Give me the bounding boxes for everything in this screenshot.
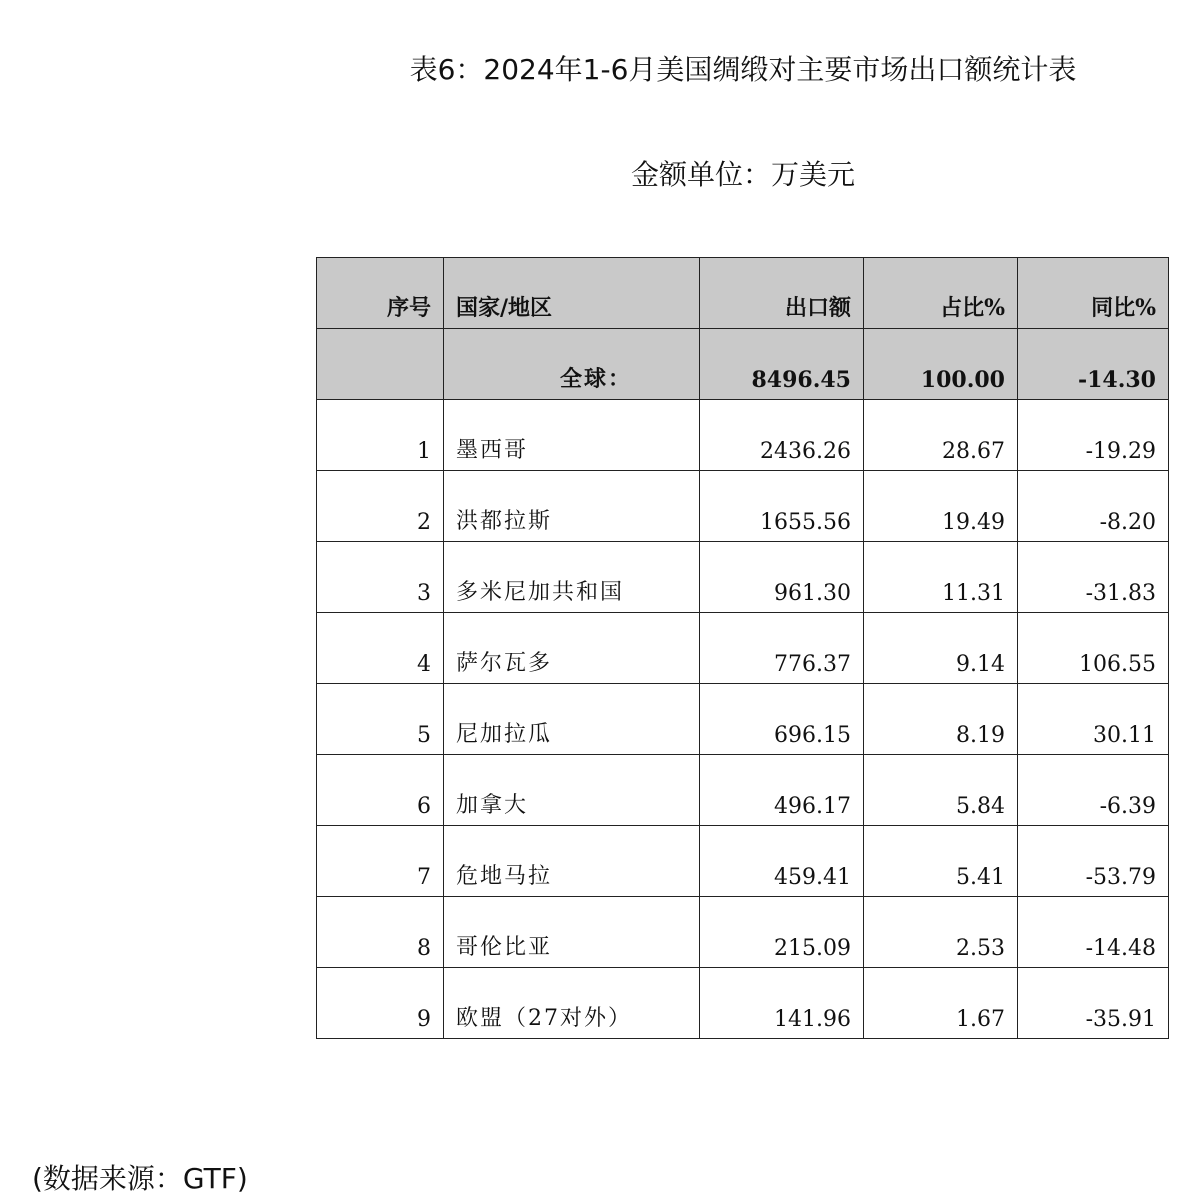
row-share: 8.19 (864, 684, 1018, 755)
row-amount: 2436.26 (700, 400, 864, 471)
table-row (317, 684, 1169, 755)
row-country: 欧盟（27对外） (444, 968, 700, 1039)
row-index: 7 (317, 826, 444, 897)
row-amount: 961.30 (700, 542, 864, 613)
row-share: 11.31 (864, 542, 1018, 613)
row-amount: 459.41 (700, 826, 864, 897)
table-row (317, 826, 1169, 897)
table-row (317, 897, 1169, 968)
row-country: 萨尔瓦多 (444, 613, 700, 684)
row-amount: 696.15 (700, 684, 864, 755)
table-row (317, 755, 1169, 826)
row-yoy: -6.39 (1018, 755, 1169, 826)
table-row (317, 613, 1169, 684)
row-yoy: -35.91 (1018, 968, 1169, 1039)
row-amount: 496.17 (700, 755, 864, 826)
header-row (317, 258, 1169, 329)
row-yoy: -31.83 (1018, 542, 1169, 613)
row-yoy: -19.29 (1018, 400, 1169, 471)
header-index: 序号 (317, 258, 444, 329)
row-amount: 141.96 (700, 968, 864, 1039)
row-share: 5.41 (864, 826, 1018, 897)
export-statistics-table (316, 257, 1169, 1039)
row-share: 2.53 (864, 897, 1018, 968)
header-export-amount: 出口额 (700, 258, 864, 329)
row-country: 多米尼加共和国 (444, 542, 700, 613)
row-yoy: 106.55 (1018, 613, 1169, 684)
row-country: 洪都拉斯 (444, 471, 700, 542)
row-index: 6 (317, 755, 444, 826)
total-yoy: -14.30 (1018, 329, 1169, 400)
table-title: 表6：2024年1-6月美国绸缎对主要市场出口额统计表 (409, 53, 1077, 86)
row-share: 1.67 (864, 968, 1018, 1039)
row-yoy: -53.79 (1018, 826, 1169, 897)
total-index (317, 329, 444, 400)
row-index: 5 (317, 684, 444, 755)
row-index: 2 (317, 471, 444, 542)
row-country: 哥伦比亚 (444, 897, 700, 968)
row-share: 5.84 (864, 755, 1018, 826)
row-yoy: -8.20 (1018, 471, 1169, 542)
row-index: 4 (317, 613, 444, 684)
table-row (317, 968, 1169, 1039)
header-share: 占比% (864, 258, 1018, 329)
table-row (317, 400, 1169, 471)
row-index: 3 (317, 542, 444, 613)
table-row (317, 471, 1169, 542)
total-share: 100.00 (864, 329, 1018, 400)
row-amount: 215.09 (700, 897, 864, 968)
total-label: 全球： (444, 329, 700, 400)
row-country: 危地马拉 (444, 826, 700, 897)
total-amount: 8496.45 (700, 329, 864, 400)
row-yoy: 30.11 (1018, 684, 1169, 755)
header-country: 国家/地区 (444, 258, 700, 329)
row-index: 8 (317, 897, 444, 968)
table-row (317, 542, 1169, 613)
row-amount: 776.37 (700, 613, 864, 684)
row-amount: 1655.56 (700, 471, 864, 542)
header-yoy: 同比% (1018, 258, 1169, 329)
amount-unit-note: 金额单位：万美元 (630, 158, 855, 191)
row-share: 28.67 (864, 400, 1018, 471)
row-country: 墨西哥 (444, 400, 700, 471)
row-country: 加拿大 (444, 755, 700, 826)
data-source-note: (数据来源：GTF) (32, 1162, 248, 1195)
row-index: 1 (317, 400, 444, 471)
row-share: 9.14 (864, 613, 1018, 684)
row-yoy: -14.48 (1018, 897, 1169, 968)
row-index: 9 (317, 968, 444, 1039)
total-row (317, 329, 1169, 400)
row-country: 尼加拉瓜 (444, 684, 700, 755)
row-share: 19.49 (864, 471, 1018, 542)
